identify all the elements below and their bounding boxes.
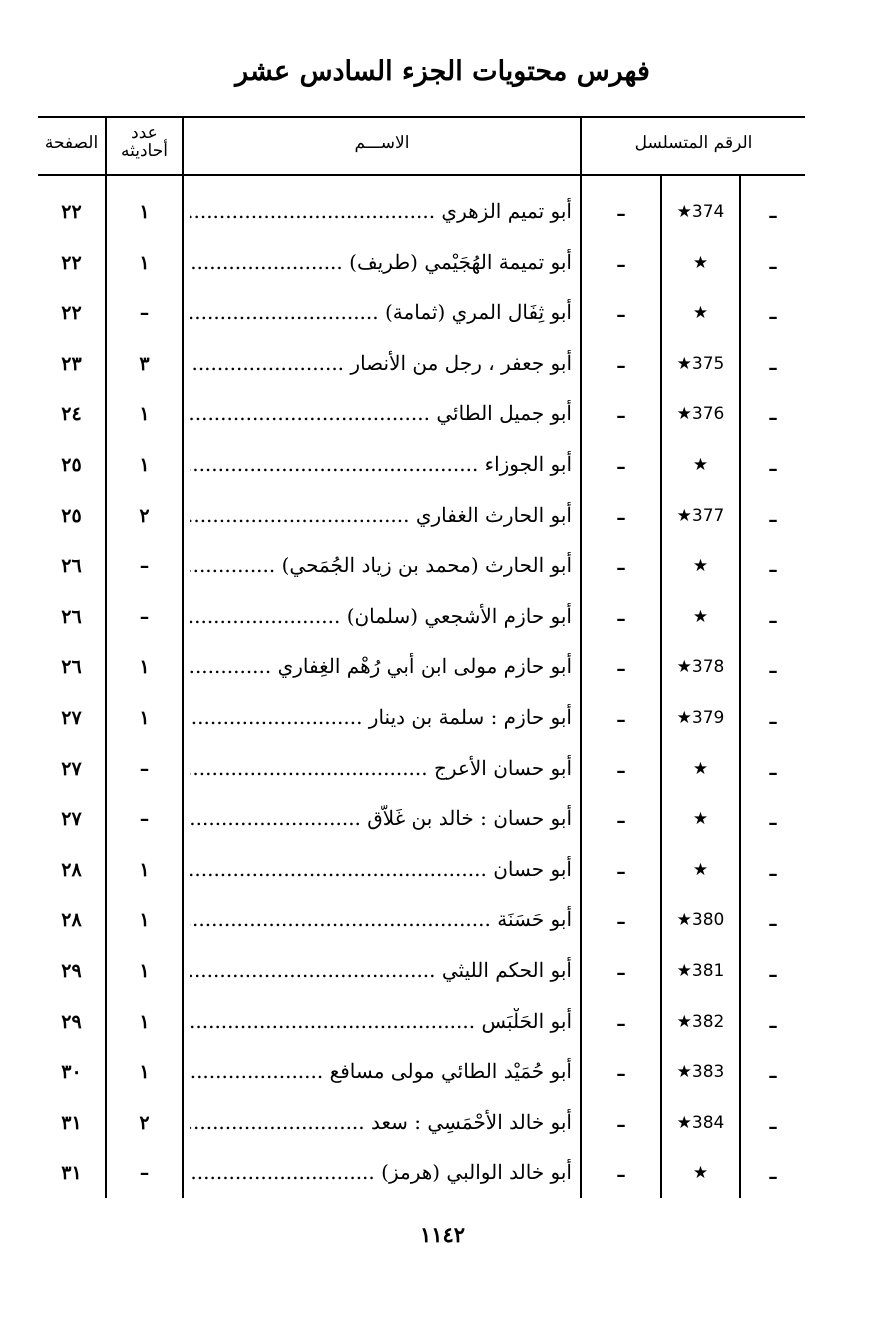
count-cell: – [139,302,150,325]
serial-number: ★381 [676,961,725,981]
page-cell: ٢٧ [61,707,82,729]
count-cell: ١ [139,1010,150,1033]
table-row [0,239,885,289]
table-row [0,542,885,592]
serial-dash-1: – [616,658,626,681]
page-cell: ٢٥ [61,504,82,527]
serial-dash-2: – [768,812,778,835]
serial-dash-1: – [616,354,626,377]
serial-number: ★ [692,252,709,273]
serial-dash-1: – [616,253,626,276]
name-cell: أبو ثِفَال المري (ثمامة) ..... [190,299,572,325]
serial-dash-2: – [768,407,778,430]
table-row [0,947,885,997]
header-serial: الرقم المتسلسل [634,133,753,153]
table-row [0,643,885,693]
serial-dash-1: – [616,405,626,428]
table-row [0,745,885,795]
table-row [0,846,885,896]
name-cell: أبو حسان : خالد بن غَلاّق ..... [190,805,572,831]
serial-dash-2: – [768,1115,778,1138]
name-cell: أبو حازم : سلمة بن دينار ..... [190,704,572,730]
table-row [0,390,885,440]
name-cell: أبو حسان ..... [190,856,572,882]
name-cell: أبو حازم مولى ابن أبي رُهْم الغِفاري ..... [190,653,572,679]
count-cell: ١ [139,960,150,982]
table-row [0,188,885,238]
serial-dash-2: – [768,559,778,582]
page-cell: ٢٦ [61,555,82,578]
count-cell: ١ [139,454,150,476]
page-cell: ٢٢ [61,251,82,274]
serial-number: ★ [692,455,709,475]
page-cell: ٢٨ [61,858,82,881]
serial-dash-1: – [616,1164,626,1187]
serial-number: ★ [692,606,709,627]
count-cell: ١ [139,909,150,932]
name-cell: أبو الحارث الغفاري ..... [190,502,572,528]
count-cell: ١ [139,403,150,426]
name-cell: أبو خالد الأَحْمَسِي : سعد ..... [190,1109,572,1135]
serial-dash-2: – [768,1166,778,1189]
serial-number: ★380 [676,910,725,931]
count-cell: ٢ [139,504,150,527]
serial-dash-2: – [768,913,778,936]
count-cell: ٢ [139,1111,150,1134]
page-cell: ٢٦ [61,605,82,628]
serial-dash-2: – [768,609,778,632]
count-cell: ١ [139,656,150,679]
serial-number: ★ [692,303,709,324]
table-row [0,340,885,390]
serial-number: ★ [692,1163,709,1184]
serial-dash-1: – [616,860,626,883]
serial-number: ★384 [676,1112,725,1133]
page-cell: ٣١ [61,1162,82,1185]
serial-dash-2: – [768,862,778,885]
count-cell: – [139,555,150,578]
table-row [0,1099,885,1149]
count-cell: ١ [139,201,150,223]
table-row [0,694,885,744]
page-cell: ٢٥ [61,454,82,476]
table-row [0,1149,885,1199]
serial-dash-2: – [768,508,778,531]
serial-dash-2: – [768,205,778,227]
serial-number: ★377 [676,505,725,526]
page-cell: ٢٩ [61,1010,82,1033]
serial-dash-2: – [768,1065,778,1088]
header-name: الاســـم [354,133,410,153]
name-cell: أبو تميمة الهُجَيْمي (طريف) ..... [190,249,572,275]
serial-dash-2: – [768,255,778,278]
serial-dash-1: – [616,709,626,731]
serial-dash-1: – [616,810,626,833]
serial-number: ★ [692,809,709,830]
page-cell: ٢٧ [61,757,82,780]
serial-number: ★376 [676,404,725,425]
header-page: الصفحة [44,133,99,153]
serial-dash-1: – [616,456,626,478]
header-count: عدد أحاديثه [121,123,168,161]
serial-dash-1: – [616,1012,626,1035]
serial-dash-1: – [616,557,626,580]
page-cell: ٢٣ [61,352,82,375]
table-row [0,492,885,542]
table-top-rule [38,116,805,118]
table-row [0,896,885,946]
name-cell: أبو حسان الأعرج ..... [190,755,572,781]
name-cell: أبو جعفر ، رجل من الأنصار ..... [190,350,572,376]
page-cell: ٢٩ [61,960,82,982]
count-cell: ١ [139,1061,150,1084]
count-cell: ٣ [139,352,150,375]
serial-number: ★383 [676,1062,725,1083]
serial-dash-2: – [768,1014,778,1037]
serial-dash-1: – [616,203,626,225]
table-row [0,593,885,643]
serial-dash-1: – [616,304,626,327]
count-cell: ١ [139,251,150,274]
serial-number: ★ [692,758,709,779]
name-cell: أبو الحَلْبَس ..... [190,1008,572,1034]
serial-dash-2: – [768,356,778,379]
table-row [0,1048,885,1098]
page-cell: ٢٦ [61,656,82,679]
name-cell: أبو حُمَيْد الطائي مولى مسافع ..... [190,1058,572,1084]
count-cell: – [139,757,150,780]
serial-dash-2: – [768,964,778,986]
page-cell: ٢٢ [61,201,82,223]
name-cell: أبو تميم الزهري ..... [190,198,572,224]
name-cell: أبو جميل الطائي ..... [190,400,572,426]
table-row [0,289,885,339]
serial-dash-1: – [616,1113,626,1136]
count-cell: – [139,605,150,628]
serial-number: ★ [692,859,709,880]
serial-dash-2: – [768,711,778,733]
header-bottom-rule [38,174,805,176]
serial-number: ★382 [676,1011,725,1032]
serial-dash-2: – [768,660,778,683]
name-cell: أبو خالد الوالبي (هرمز) ..... [190,1159,572,1185]
page-cell: ٢٢ [61,302,82,325]
page-number: ١١٤٢ [419,1222,466,1247]
page-cell: ٢٧ [61,808,82,831]
count-cell: – [139,808,150,831]
serial-number: ★375 [676,353,725,374]
page-cell: ٢٤ [61,403,82,426]
page-cell: ٢٨ [61,909,82,932]
table-row [0,998,885,1048]
name-cell: أبو حازم الأشجعي (سلمان) ..... [190,603,572,629]
serial-dash-1: – [616,911,626,934]
count-cell: ١ [139,858,150,881]
page-cell: ٣٠ [61,1061,82,1084]
serial-dash-1: – [616,607,626,630]
serial-number: ★374 [676,202,725,222]
serial-dash-1: – [616,506,626,529]
serial-number: ★ [692,556,709,577]
name-cell: أبو الجوزاء ..... [190,451,572,477]
count-cell: – [139,1162,150,1185]
serial-dash-1: – [616,1063,626,1086]
serial-number: ★379 [676,708,725,728]
serial-dash-2: – [768,761,778,784]
name-cell: أبو الحارث (محمد بن زياد الجُمَحي) ..... [190,552,572,578]
serial-dash-2: – [768,458,778,480]
serial-dash-1: – [616,759,626,782]
serial-dash-2: – [768,306,778,329]
name-cell: أبو الحكم الليثي ..... [190,957,572,983]
table-row [0,795,885,845]
table-row [0,441,885,491]
page-cell: ٣١ [61,1111,82,1134]
serial-number: ★378 [676,657,725,678]
name-cell: أبو حَسَنَة ..... [190,906,572,932]
serial-dash-1: – [616,962,626,984]
count-cell: ١ [139,707,150,729]
page-title: فهرس محتويات الجزء السادس عشر [235,56,650,87]
